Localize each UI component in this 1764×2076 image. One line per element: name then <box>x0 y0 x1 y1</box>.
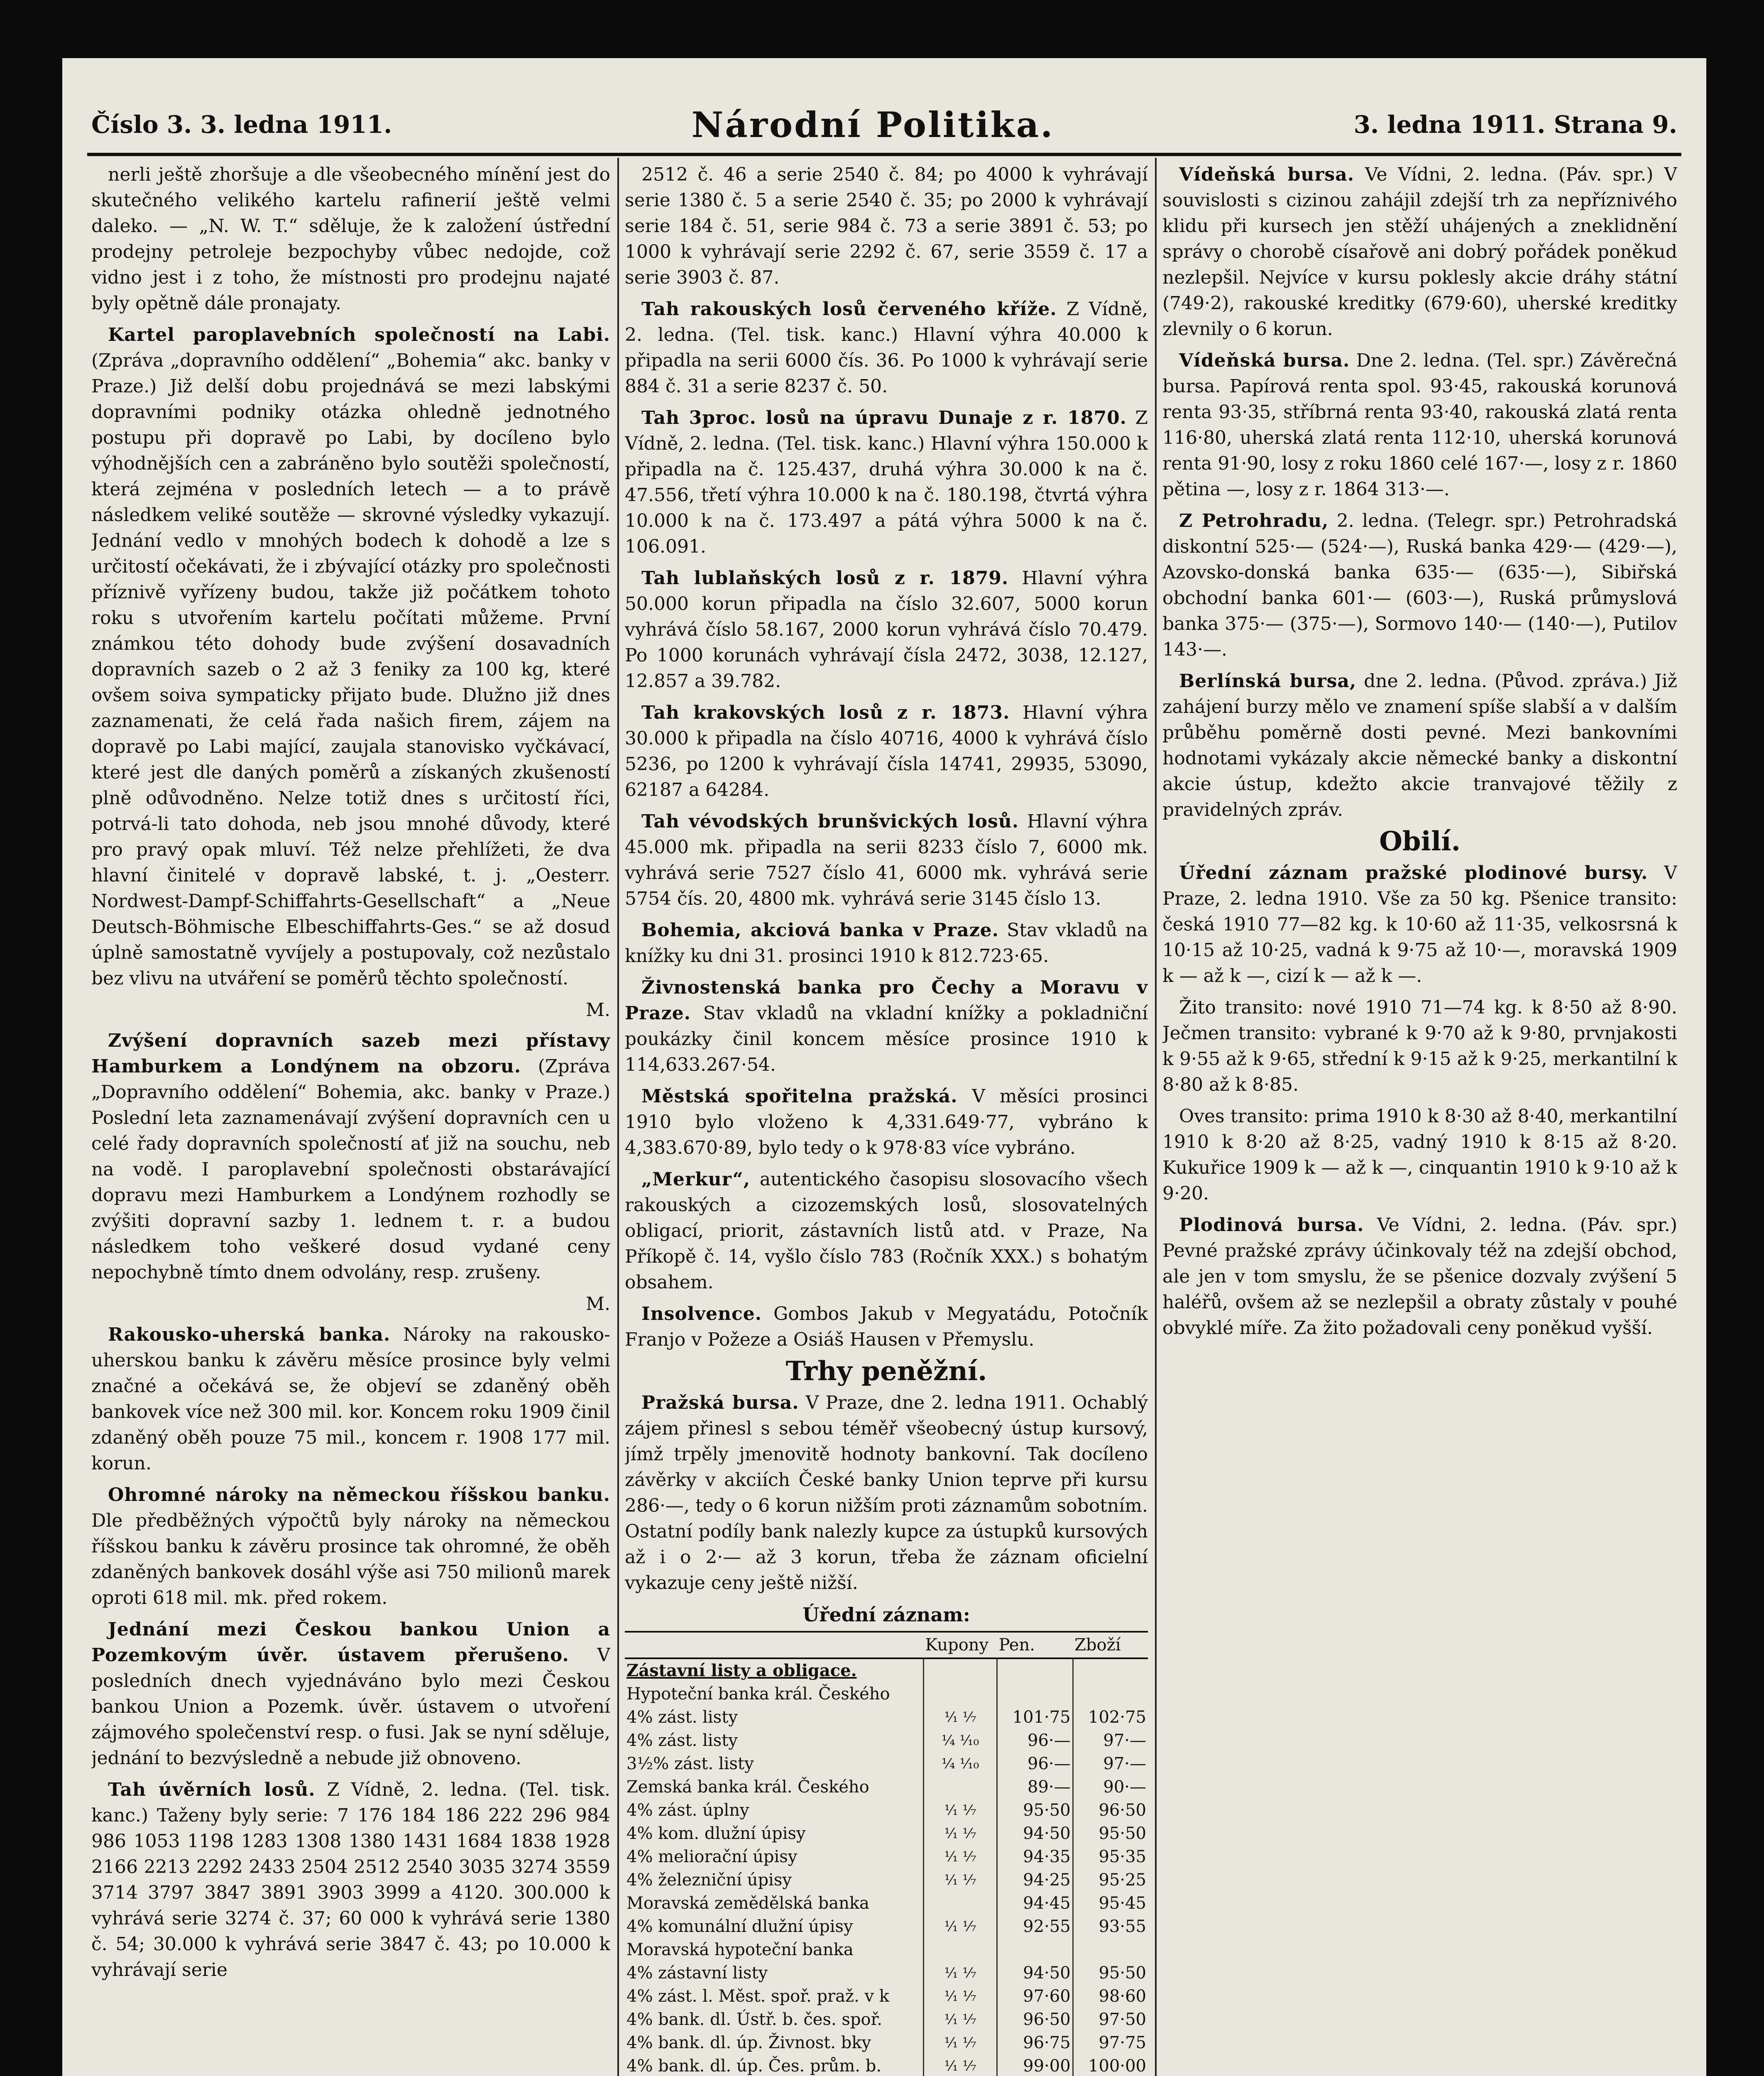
coupon-cell: ⅟₁ ⅟₇ <box>923 1706 997 1729</box>
security-name: 4% zást. úplny <box>626 1801 749 1820</box>
security-name: 4% zást. listy <box>626 1708 738 1727</box>
article-merkur: „Merkur“, autentického časopisu slosovacího všech rakouských a cizozemských losů, slosovatelných obligací, priorit, zástavních listů atd. v Praze, Na Příkopě č. 14, vyšlo číslo 783 (Ročník XXX.) s bohatým obsahem. <box>625 1169 1148 1293</box>
goods-price: 95·50 <box>1073 1822 1148 1845</box>
official-rates-table <box>625 1631 1148 2076</box>
coupon-cell: ⅟₄ ⅟₁₀ <box>923 1752 997 1775</box>
security-name: Moravská hypoteční banka <box>626 1940 854 1959</box>
security-name: 4% zástavní listy <box>626 1963 768 1983</box>
table-row <box>625 1961 1148 1985</box>
money-price: 94·50 <box>997 1822 1073 1845</box>
article-bohemia-bank: Bohemia, akciová banka v Praze. Stav vkladů na knížky ku dni 31. prosinci 1910 k 812.723·65. <box>625 920 1148 967</box>
table-row <box>625 1868 1148 1892</box>
coupon-cell <box>923 1892 997 1915</box>
newspaper-page <box>62 58 1706 2076</box>
money-price: 99·00 <box>997 2054 1073 2076</box>
goods-price: 90·— <box>1073 1775 1148 1799</box>
table-row <box>625 1775 1148 1799</box>
coupon-cell <box>923 1775 997 1799</box>
article-vienna-bourse: Vídeňská bursa. Ve Vídni, 2. ledna. (Páv. spr.) V souvislosti s cizinou zahájil zdejší trh za nepříznivého klidu při kursech jen stěží uhájených a zneklidnění správy o chorobě císařově ani dobrý pořádek poněkud nezlepšil. Nejvíce v kursu poklesly akcie dráhy státní (749·2), rakouské kreditky (679·60), uherské kreditky zlevnily o 6 korun. <box>1162 164 1677 340</box>
coupon-cell <box>923 1938 997 1961</box>
table-row <box>625 1938 1148 1961</box>
headline-austro-hungarian-bank: Rakousko-uherská banka. <box>108 1324 391 1345</box>
article-prague-produce: Úřední záznam pražské plodinové bursy. V Praze, 2. ledna 1910. Vše za 50 kg. Pšenice transito: česká 1910 77—82 kg. k 10·60 až 11·35, velkosrsná k 10·15 až 10·25, vadná k 9·75 až 10·—, moravská 1909 k — až k —, cizí k — až k —. <box>1162 862 1677 987</box>
coupon-cell <box>923 1682 997 1706</box>
article-rye-barley: Žito transito: nové 1910 71—74 kg. k 8·50 až 8·90. Ječmen transito: vybrané k 9·70 až k 9·80, prvnjakosti k 9·55 až k 9·65, střední k 9·15 až k 9·25, merkantilní k 8·80 až k 8·85. <box>1162 997 1677 1095</box>
security-name: 4% bank. dl. Ústř. b. čes. spoř. <box>626 2010 883 2029</box>
money-price <box>997 1658 1073 1682</box>
article-brunswick-lots: Tah vévodských brunšvických losů. Hlavní výhra 45.000 mk. připadla na serii 8233 číslo 7, 6000 mk. vyhrává serie 7527 číslo 41, 6000 mk. vyhrává serie 5754 čís. 20, 4800 mk. vyhrává serie 3145 číslo 13. <box>625 811 1148 909</box>
table-caption: Úřední záznam: <box>802 1604 970 1626</box>
headline-credit-lots: Tah úvěrních losů. <box>108 1779 316 1800</box>
table-row <box>625 1892 1148 1915</box>
security-name: 3½% zást. listy <box>626 1754 754 1773</box>
coupon-cell: ⅟₁ ⅟₇ <box>923 1799 997 1822</box>
money-price: 97·60 <box>997 1985 1073 2008</box>
table-row <box>625 2008 1148 2031</box>
page-header <box>91 100 1677 149</box>
table-row <box>625 1682 1148 1706</box>
goods-price: 95·25 <box>1073 1868 1148 1892</box>
security-name: Zástavní listy a obligace. <box>626 1661 857 1680</box>
goods-price: 100·00 <box>1073 2054 1148 2076</box>
money-price: 95·50 <box>997 1799 1073 1822</box>
coupon-cell: ⅟₁ ⅟₇ <box>923 2031 997 2054</box>
article-zivnostenska-bank: Živnostenská banka pro Čechy a Moravu v Praze. Stav vkladů na vkladní knížky a pokladniční poukázky činil koncem měsíce prosince 1910 k 114,633.267·54. <box>625 977 1148 1075</box>
headline-elbe-cartel: Kartel paroplavebních společností na Labi. <box>108 324 610 345</box>
coupon-cell: ⅟₁ ⅟₇ <box>923 1822 997 1845</box>
money-price: 94·25 <box>997 1868 1073 1892</box>
coupon-cell: ⅟₁ ⅟₇ <box>923 2054 997 2076</box>
column-divider-2 <box>1155 158 1157 2076</box>
article-red-cross-lots: Tah rakouských losů červeného kříže. Z Vídně, 2. ledna. (Tel. tisk. kanc.) Hlavní výhra 40.000 k připadla na serii 6000 čís. 36. Po 1000 k vyhrávají serie 884 č. 31 a serie 8237 č. 50. <box>625 299 1148 397</box>
money-price: 101·75 <box>997 1706 1073 1729</box>
article-oats: Oves transito: prima 1910 k 8·30 až 8·40, merkantilní 1910 k 8·20 až 8·25, vadný 1910 k 8·15 až 8·20. Kukuřice 1909 k — až k —, cinquantin 1910 k 9·10 až k 9·20. <box>1162 1106 1677 1204</box>
article-krakow-lots: Tah krakovských losů z r. 1873. Hlavní výhra 30.000 k připadla na číslo 40716, 4000 k vyhrává číslo 5236, po 1200 k vyhrávají čísla 14741, 29935, 53090, 62187 a 64284. <box>625 702 1148 801</box>
table-header: Zboží <box>1073 1632 1148 1658</box>
header-rule <box>87 153 1681 156</box>
article-berlin-bourse: Berlínská bursa, dne 2. ledna. (Původ. zpráva.) Již zahájení burzy mělo ve znamení spíše slabší a v dalším průběhu poměrně dosti pevné. Mezi bankovními hodnotami vykázaly akcie německé banky a diskontní akcie ústup, kdežto akcie tranvajové těžily z pravidelných zpráv. <box>1162 671 1677 820</box>
security-name: 4% meliorační úpisy <box>626 1847 798 1866</box>
money-price: 96·— <box>997 1729 1073 1752</box>
column-3 <box>1162 162 1677 2076</box>
table-row <box>625 1845 1148 1868</box>
article-credit-lots: Tah úvěrních losů. Z Vídně, 2. ledna. (Tel. tisk. kanc.) Taženy byly serie: 7 176 184 186 222 296 984 986 1053 1198 1283 1308 1380 1431 1684 1838 1928 2166 2213 2292 2433 2504 2512 2540 3035 3274 3559 3714 3797 3847 3891 3903 3999 a 4120. 300.000 k vyhrává serie 3274 č. 37; 60 000 k vyhrává serie 1380 č. 54; 30.000 k vyhrává serie 3847 č. 43; po 10.000 k vyhrávají serie <box>91 1779 610 1981</box>
security-name: Zemská banka král. Českého <box>626 1777 869 1797</box>
table-row <box>625 1658 1148 1682</box>
table-row <box>625 2031 1148 2054</box>
money-price: 96·75 <box>997 2031 1073 2054</box>
coupon-cell <box>923 1658 997 1682</box>
article-austro-hungarian-bank: Rakousko-uherská banka. Nároky na rakousko-uherskou banku k závěru měsíce prosince byly velmi značné a očekává se, že objeví se zdaněný oběh bankovek více než 300 mil. kor. Koncem roku 1909 činil zdaněný oběh pouze 75 mil., koncem r. 1908 177 mil. korun. <box>91 1324 610 1474</box>
money-price: 96·— <box>997 1752 1073 1775</box>
money-price <box>997 1682 1073 1706</box>
article-ljubljana-lots: Tah lublaňských losů z r. 1879. Hlavní výhra 50.000 korun připadla na číslo 32.607, 5000 korun vyhrává číslo 58.167, 2000 korun vyhrává číslo 70.479. Po 1000 korunách vyhrávají čísla 2472, 3038, 12.127, 12.857 a 39.782. <box>625 568 1148 692</box>
article-credit-lots-cont: 2512 č. 46 a serie 2540 č. 84; po 4000 k vyhrávají serie 1380 č. 5 a serie 2540 č. 35; po 2000 k vyhrávají serie 184 č. 51, serie 984 č. 73 a serie 3891 č. 53; po 1000 k vyhrávají serie 2292 č. 67, serie 3559 č. 17 a serie 3903 č. 87. <box>625 164 1148 288</box>
column-1 <box>91 162 610 2076</box>
goods-price: 102·75 <box>1073 1706 1148 1729</box>
coupon-cell: ⅟₄ ⅟₁₀ <box>923 1729 997 1752</box>
money-price: 96·50 <box>997 2008 1073 2031</box>
article-danube-lots: Tah 3proc. losů na úpravu Dunaje z r. 1870. Z Vídně, 2. ledna. (Tel. tisk. kanc.) Hlavní výhra 150.000 k připadla na č. 125.437, druhá výhra 30.000 k na č. 47.556, třetí výhra 10.000 k na č. 180.198, čtvrtá výhra 10.000 k na č. 173.497 a pátá výhra 5000 k na č. 106.091. <box>625 407 1148 557</box>
goods-price: 93·55 <box>1073 1915 1148 1938</box>
section-grain: Obilí. <box>1379 826 1461 857</box>
money-price <box>997 1938 1073 1961</box>
money-price: 94·50 <box>997 1961 1073 1985</box>
table-row <box>625 1799 1148 1822</box>
column-2 <box>625 162 1148 2076</box>
table-header-row <box>625 1632 1148 1658</box>
money-price: 94·35 <box>997 1845 1073 1868</box>
coupon-cell: ⅟₁ ⅟₇ <box>923 1845 997 1868</box>
table-row <box>625 1706 1148 1729</box>
article-petrograd: Z Petrohradu, 2. ledna. (Telegr. spr.) Petrohradská diskontní 525·— (524·—), Ruská banka 429·— (429·—), Azovsko-donská banka 635·— (635·—), Sibiřská obchodní banka 601·— (603·—), Ruská průmyslová banka 375·— (375·—), Sormovo 140·— (140·—), Putilov 143·—. <box>1162 510 1677 660</box>
author-sign: M. <box>585 999 610 1021</box>
section-money-markets: Trhy peněžní. <box>785 1356 987 1387</box>
money-price: 94·45 <box>997 1892 1073 1915</box>
author-sign: M. <box>585 1293 610 1315</box>
security-name: 4% zást. listy <box>626 1731 738 1750</box>
goods-price: 97·75 <box>1073 2031 1148 2054</box>
goods-price <box>1073 1658 1148 1682</box>
table-header <box>625 1632 923 1658</box>
article-elbe-cartel: Kartel paroplavebních společností na Labi. (Zpráva „dopravního oddělení“ „Bohemia“ akc. banky v Praze.) Již delší dobu projednává se mezi labskými dopravními podniky otázka ohledně jednotného postupu při dopravě po Labi, by docíleno bylo výhodnějších cen a zabráněno bylo soutěži společností, která zejména v posledních letech — a to právě následkem veliké soutěže — skrovné výsledky vykazují. Jednání vedlo v mnohých bodech k dohodě a lze s určitostí očekávati, že i zbývající otázky pro společnosti příznivě vyřízeny budou, takže již počátkem tohoto roku s utvořením kartelu počítati můžeme. První známkou této dohody bude zvýšení dosavadních dopravních sazeb o 2 až 3 feniky za 100 kg, které ovšem soiva sympaticky přijato bude. Dlužno již dnes zaznamenati, že celá řada našich firem, zájem na dopravě po Labi mající, zaujala stanovisko vyčkávací, které jest dle daných poměrů a získaných zkušeností plně odůvodněno. Nelze totiž dnes s určitostí říci, potrvá-li tato dohoda, neb jsou mnohé důvody, které pro pravý opak mluví. Též nelze přehlížeti, že dva hlavní činitelé v dopravě labské, t. j. „Oesterr. Nordwest-Dampf-Schiffahrts-Gesellschaft“ a „Neue Deutsch-Böhmische Elbeschiffahrts-Ges.“ se až dosud úplně samostatně vyvíjely a postupovaly, což nezůstalo bez vlivu na utváření se poměrů těchto společností. <box>91 324 610 989</box>
security-name: 4% komunální dlužní úpisy <box>626 1917 853 1936</box>
article-prague-bourse: Pražská bursa. V Praze, dne 2. ledna 1911. Ochablý zájem přinesl s sebou téměř všeobecný ústup kursový, jímž trpěly jmenovitě hodnoty bankovní. Tak docíleno závěrky v akciích České banky Union teprve při kursu 286·—, tedy o 6 korun nižším proti záznamům sobotním. Ostatní podíly bank nalezly kupce za ústupků kursových až i o 2·— až 3 korun, třeba že záznam oficielní vykazuje ceny ještě nižší. <box>625 1392 1148 1594</box>
security-name: 4% kom. dlužní úpisy <box>626 1824 806 1843</box>
date-and-page: 3. ledna 1911. Strana 9. <box>1353 110 1677 139</box>
coupon-cell: ⅟₁ ⅟₇ <box>923 1961 997 1985</box>
column-divider-1 <box>617 158 619 2076</box>
issue-number: Číslo 3. 3. ledna 1911. <box>91 110 392 139</box>
goods-price <box>1073 1938 1148 1961</box>
goods-price: 95·45 <box>1073 1892 1148 1915</box>
security-name: 4% železniční úpisy <box>626 1870 792 1890</box>
goods-price: 98·60 <box>1073 1985 1148 2008</box>
headline-hamburg-london: Zvýšení dopravních sazeb mezi přístavy Hamburkem a Londýnem na obzoru. <box>91 1030 610 1077</box>
goods-price: 97·— <box>1073 1752 1148 1775</box>
table-row <box>625 1985 1148 2008</box>
article-vienna-produce: Plodinová bursa. Ve Vídni, 2. ledna. (Páv. spr.) Pevné pražské zprávy účinkovaly též na zdejší obchod, ale jen v tom smyslu, že se pšenice dozvaly zvýšení 5 haléřů, ovšem až se nezlepšil a obraty zůstaly v pouhé obvyklé míře. Za žito požadovali ceny poněkud vyšší. <box>1162 1214 1677 1339</box>
security-name: Moravská zemědělská banka <box>626 1894 869 1913</box>
article-union-bank: Jednání mezi Českou bankou Union a Pozemkovým úvěr. ústavem přerušeno. V posledních dnech vyjednáváno bylo mezi Českou bankou Union a Pozemk. úvěr. ústavem o utvoření zájmového společenství resp. o fusi. Jak se nyní sděluje, jednání to bezvýsledně a nebude již obnoveno. <box>91 1619 610 1769</box>
table-row <box>625 2054 1148 2076</box>
money-price: 89·— <box>997 1775 1073 1799</box>
article-reichsbank: Ohromné nároky na německou říšskou banku. Dle předběžných výpočtů byly nároky na německou říšskou banku k závěru prosince tak ohromné, že oběh zdaněných bankovek dosáhl výše asi 750 milionů marek oproti 618 mil. mk. před rokem. <box>91 1484 610 1608</box>
headline-union-bank: Jednání mezi Českou bankou Union a Pozemkovým úvěr. ústavem přerušeno. <box>91 1619 610 1666</box>
article-hamburg-london: Zvýšení dopravních sazeb mezi přístavy Hamburkem a Londýnem na obzoru. (Zpráva „Dopravního oddělení“ Bohemia, akc. banky v Praze.) Poslední leta zaznamenávají zvýšení dopravních cen u celé řady dopravních společností ať již na souchu, neb na vodě. I paroplavební společnosti obstarávající dopravu mezi Hamburkem a Londýnem rozhodly se zvýšiti dopravní sazby 1. lednem t. r. a budou následkem toho veškeré dosud vydané ceny nepochybně tímto dnem odvolány, resp. zrušeny. <box>91 1030 610 1283</box>
masthead: Národní Politika. <box>691 104 1054 145</box>
goods-price: 96·50 <box>1073 1799 1148 1822</box>
coupon-cell: ⅟₁ ⅟₇ <box>923 1915 997 1938</box>
goods-price: 95·50 <box>1073 1961 1148 1985</box>
goods-price <box>1073 1682 1148 1706</box>
article-insolvence: Insolvence. Gombos Jakub v Megyatádu, Potočník Franjo v Požeze a Osiáš Hausen v Přemyslu. <box>625 1303 1148 1350</box>
coupon-cell: ⅟₁ ⅟₇ <box>923 1868 997 1892</box>
article-vienna-closing: Vídeňská bursa. Dne 2. ledna. (Tel. spr.) Závěrečná bursa. Papírová renta spol. 93·45, rakouská korunová renta 93·35, stříbrná renta 93·40, rakouská zlatá renta 116·80, uherská zlatá renta 112·10, uherská korunová renta 91·90, losy z roku 1860 celé 167·—, losy z r. 1860 pětina —, losy z r. 1864 313·—. <box>1162 350 1677 500</box>
article-city-savings: Městská spořitelna pražská. V měsíci prosinci 1910 bylo vloženo k 4,331.649·77, vybráno k 4,383.670·89, bylo tedy o k 978·83 více vybráno. <box>625 1086 1148 1158</box>
headline-reichsbank: Ohromné nároky na německou říšskou banku. <box>108 1484 610 1506</box>
table-header: Pen. <box>997 1632 1073 1658</box>
security-name: 4% bank. dl. úp. Čes. prům. b. <box>626 2056 882 2076</box>
coupon-cell: ⅟₁ ⅟₇ <box>923 1985 997 2008</box>
article-refinery: nerli ještě zhoršuje a dle všeobecného mínění jest do skutečného velikého kartelu rafinerií ještě velmi daleko. — „N. W. T.“ sděluje, že k založení ústřední prodejny petroleje bezpochyby vůbec nedojde, což vidno jest i z toho, že místnosti pro prodejnu najaté byly opětně dále pronajaty. <box>91 164 610 314</box>
goods-price: 97·— <box>1073 1729 1148 1752</box>
table-row <box>625 1915 1148 1938</box>
money-price: 92·55 <box>997 1915 1073 1938</box>
coupon-cell: ⅟₁ ⅟₇ <box>923 2008 997 2031</box>
table-row <box>625 1752 1148 1775</box>
table-row <box>625 1729 1148 1752</box>
security-name: 4% zást. l. Měst. spoř. praž. v k <box>626 1987 890 2006</box>
security-name: Hypoteční banka král. Českého <box>626 1684 890 1704</box>
security-name: 4% bank. dl. úp. Živnost. bky <box>626 2033 871 2052</box>
goods-price: 95·35 <box>1073 1845 1148 1868</box>
table-row <box>625 1822 1148 1845</box>
goods-price: 97·50 <box>1073 2008 1148 2031</box>
table-header: Kupony <box>923 1632 997 1658</box>
